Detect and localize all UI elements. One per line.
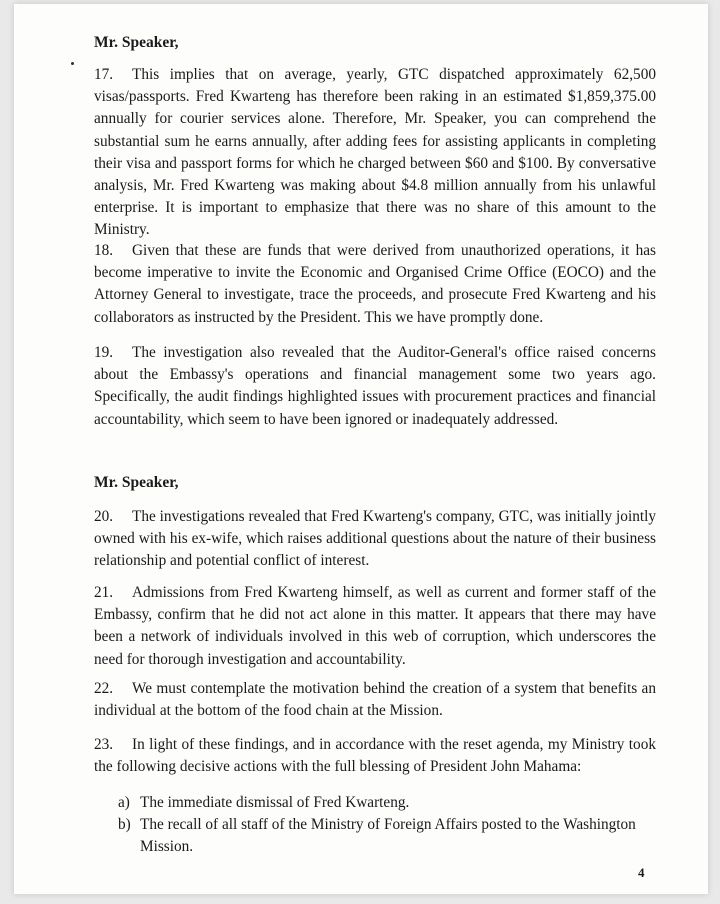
paragraph-number: 22. [94, 680, 114, 697]
paragraph-text: We must contemplate the motivation behind the creation of a system that benefits an individual at the bottom of the food chain at the Mission. [94, 680, 656, 720]
paragraph-number: 17. [94, 66, 114, 83]
list-item-text: The recall of all staff of the Ministry of Foreign Affairs posted to the Washington Mission. [140, 816, 636, 856]
paragraph-number: 23. [94, 736, 114, 753]
paragraph-19 [94, 342, 656, 431]
paragraph-number: 21. [94, 584, 114, 601]
document-page [14, 4, 708, 894]
paragraph-22 [94, 678, 656, 722]
page-number: 4 [638, 865, 645, 880]
list-item-text: The immediate dismissal of Fred Kwarteng. [140, 794, 410, 811]
paragraph-number: 18. [94, 242, 114, 259]
paragraph-text: This implies that on average, yearly, GTC dispatched approximately 62,500 visas/passports. Fred Kwarteng has therefore been raking in an estimated $1,859,375.00 annually for courier services alone. Therefore, Mr. Speaker, you can comprehend the substantial sum he earns annually, after adding fees for assisting applicants in completing their visa and passport forms for which he charged between $60 and $100. By conversative analysis, Mr. Fred Kwarteng was making about $4.8 million annually from his unlawful enterprise. It is important to emphasize that there was no share of this amount to the Ministry. [94, 66, 656, 239]
paragraph-number: 19. [94, 344, 114, 361]
margin-mark [71, 62, 74, 65]
paragraph-text: Given that these are funds that were derived from unauthorized operations, it has become imperative to invite the Economic and Organised Crime Office (EOCO) and the Attorney General to investigate, trace the proceeds, and prosecute Fred Kwarteng and his collaborators as instructed by the President. This we have promptly done. [94, 242, 656, 326]
section-heading: Mr. Speaker, [94, 474, 179, 491]
paragraph-text: The investigations revealed that Fred Kwarteng's company, GTC, was initially jointly owned with his ex-wife, which raises additional questions about the nature of their business relationship and potential conflict of interest. [94, 508, 656, 570]
section-heading: Mr. Speaker, [94, 34, 179, 51]
paragraph-17 [94, 64, 656, 242]
list-marker: b) [118, 816, 131, 834]
action-list [118, 792, 658, 859]
paragraph-text: Admissions from Fred Kwarteng himself, as well as current and former staff of the Embassy, confirm that he did not act alone in this matter. It appears that there may have been a network of individuals involved in this web of corruption, which underscores the need for thorough investigation and accountability. [94, 584, 656, 668]
list-marker: a) [118, 794, 130, 811]
paragraph-20 [94, 506, 656, 573]
list-item [118, 792, 658, 814]
paragraph-23 [94, 734, 656, 778]
paragraph-18 [94, 240, 656, 329]
paragraph-text: The investigation also revealed that the Auditor-General's office raised concerns about the Embassy's operations and financial management some two years ago. Specifically, the audit findings highlighted issues with procurement practices and financial accountability, which seem to have been ignored or inadequately addressed. [94, 344, 656, 428]
paragraph-number: 20. [94, 508, 114, 525]
paragraph-21 [94, 582, 656, 671]
list-item [118, 814, 658, 858]
paragraph-text: In light of these findings, and in accordance with the reset agenda, my Ministry took the following decisive actions with the full blessing of President John Mahama: [94, 736, 656, 776]
